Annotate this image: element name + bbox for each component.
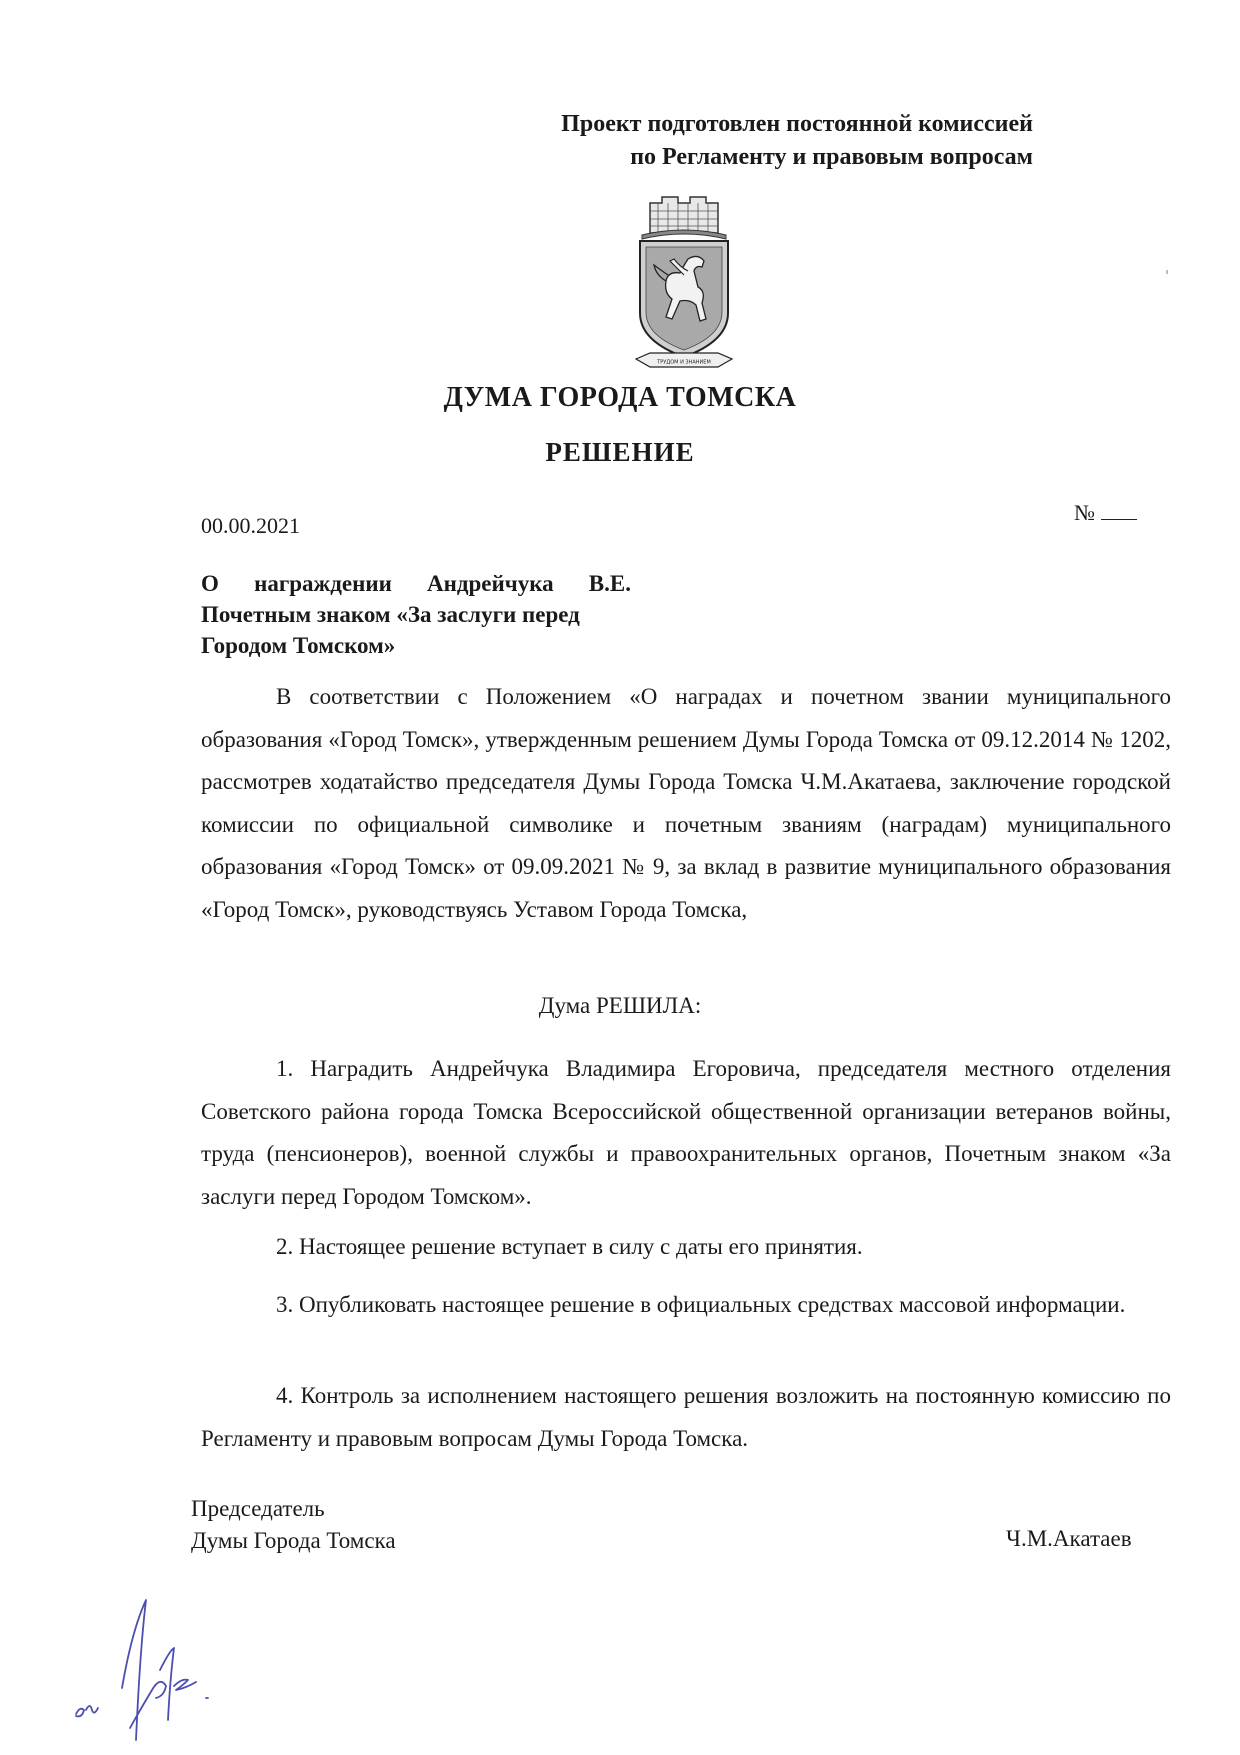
number-label: № — [1074, 500, 1095, 525]
preamble-paragraph — [201, 676, 1171, 931]
resolved-heading: Дума РЕШИЛА: — [538, 993, 702, 1018]
subject-word: Андрейчука — [427, 571, 554, 596]
tomsk-coat-of-arms-icon — [632, 195, 735, 373]
coat-ribbon-text: ТРУДОМ И ЗНАНИЕМ — [657, 359, 711, 366]
prepared-by-note — [333, 108, 1033, 174]
signature-icon — [70, 1590, 240, 1750]
document-type-title: РЕШЕНИЕ — [545, 437, 695, 467]
signatory-title — [191, 1493, 396, 1557]
decision-item-2 — [201, 1226, 1171, 1269]
coat-of-arms — [632, 195, 735, 373]
prepared-by-line-1: Проект подготовлен постоянной комиссией — [561, 111, 1033, 137]
decision-item-3 — [201, 1284, 1171, 1327]
decision-item-text: 2. Настоящее решение вступает в силу с даты его принятия. — [276, 1234, 863, 1259]
document-number — [1074, 500, 1137, 526]
decision-item-text: 4. Контроль за исполнением настоящего решения возложить на постоянную комиссию по Регламенту и правовым вопросам Думы Города Томска. — [201, 1383, 1171, 1451]
decision-item-text: 1. Наградить Андрейчука Владимира Егоровича, председателя местного отделения Советского района города Томска Всероссийской общественной организации ветеранов войны, труда (пенсионеров), военной службы и правоохранительных органов, Почетным знаком «За заслуги перед Городом Томском». — [201, 1056, 1171, 1209]
prepared-by-line-2: по Регламенту и правовым вопросам — [630, 144, 1033, 170]
decision-subject — [201, 568, 631, 661]
subject-word: награждении — [254, 571, 392, 596]
decision-item-text: 3. Опубликовать настоящее решение в официальных средствах массовой информации. — [276, 1292, 1126, 1317]
decision-item-1 — [201, 1048, 1171, 1218]
signatory-title-line-2: Думы Города Томска — [191, 1528, 396, 1553]
subject-line-2: Почетным знаком «За заслуги перед — [201, 602, 580, 627]
scan-artifact — [1166, 270, 1168, 274]
subject-word: В.Е. — [588, 571, 631, 596]
preamble-text: В соответствии с Положением «О наградах и почетном звании муниципального образования «Город Томск», утвержденным решением Думы Города Томска от 09.12.2014 № 1202, рассмотрев ходатайство председателя Думы Города Томска Ч.М.Акатаева, заключение городской комиссии по официальной символике и почетным званиям (наградам) муниципального образования «Город Томск» от 09.09.2021 № 9, за вклад в развитие муниципального образования «Город Томск», руководствуясь Уставом Города Томска, — [201, 684, 1171, 922]
subject-word: О — [201, 571, 219, 596]
signatory-name: Ч.М.Акатаев — [1006, 1526, 1132, 1551]
organization-title: ДУМА ГОРОДА ТОМСКА — [443, 382, 797, 413]
signatory-title-line-1: Председатель — [191, 1496, 325, 1521]
subject-line-3: Городом Томском» — [201, 633, 396, 658]
subject-line-1 — [201, 568, 631, 599]
document-date: 00.00.2021 — [201, 513, 300, 538]
handwritten-signature — [70, 1590, 240, 1750]
number-blank-line — [1101, 501, 1137, 520]
decision-item-4 — [201, 1375, 1171, 1460]
